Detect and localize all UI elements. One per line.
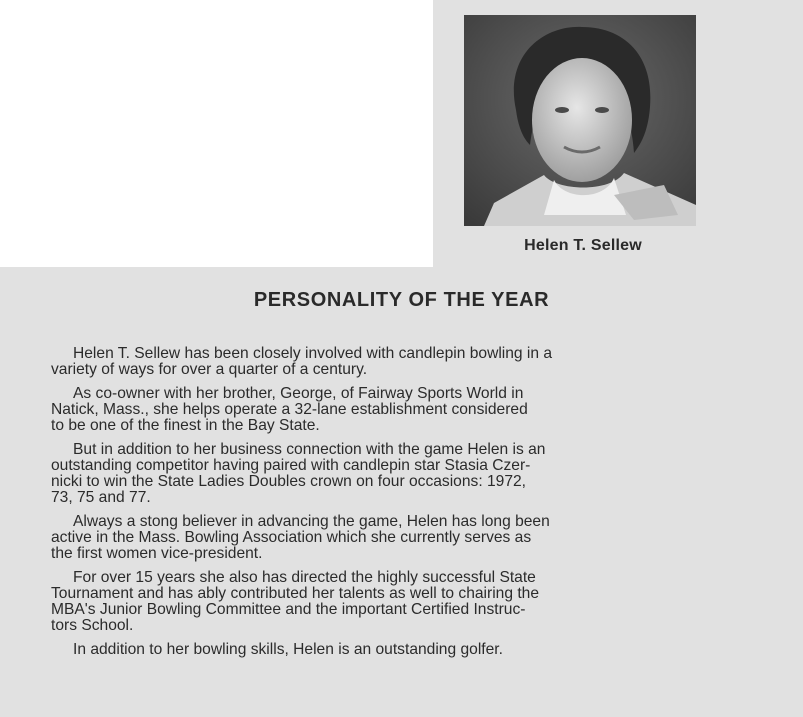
text-line: outstanding competitor having paired with candlepin star Stasia Czer- (51, 457, 531, 474)
text-line: Always a stong believer in advancing the game, Helen has long been (73, 513, 550, 530)
text-line: But in addition to her business connection with the game Helen is an (73, 441, 546, 458)
text-line: the first women vice-president. (51, 545, 263, 562)
text-line: active in the Mass. Bowling Association which she currently serves as (51, 529, 532, 546)
text-line: In addition to her bowling skills, Helen is an outstanding golfer. (73, 641, 503, 658)
paragraph (51, 442, 749, 506)
paragraph (51, 642, 749, 658)
text-line: 73, 75 and 77. (51, 489, 151, 506)
portrait-photo (464, 15, 696, 226)
text-line: variety of ways for over a quarter of a century. (51, 361, 368, 378)
text-line: tors School. (51, 617, 134, 634)
photo-caption: Helen T. Sellew (524, 237, 642, 254)
paragraph (51, 514, 749, 562)
text-line: Helen T. Sellew has been closely involved with candlepin bowling in a (73, 345, 553, 362)
article-body (51, 346, 749, 666)
text-line: Tournament and has ably contributed her talents as well to chairing the (51, 585, 540, 602)
text-line: For over 15 years she also has directed the highly successful State (73, 569, 536, 586)
paragraph (51, 570, 749, 634)
text-line: MBA's Junior Bowling Committee and the important Certified Instruc- (51, 601, 526, 618)
paragraph (51, 346, 749, 378)
text-line: Natick, Mass., she helps operate a 32-lane establishment considered (51, 401, 528, 418)
paragraph (51, 386, 749, 434)
portrait-illustration (464, 15, 696, 226)
text-line: As co-owner with her brother, George, of Fairway Sports World in (73, 385, 524, 402)
article-heading: PERSONALITY OF THE YEAR (253, 289, 550, 311)
text-line: to be one of the finest in the Bay State. (51, 417, 320, 434)
text-line: nicki to win the State Ladies Doubles crown on four occasions: 1972, (51, 473, 527, 490)
